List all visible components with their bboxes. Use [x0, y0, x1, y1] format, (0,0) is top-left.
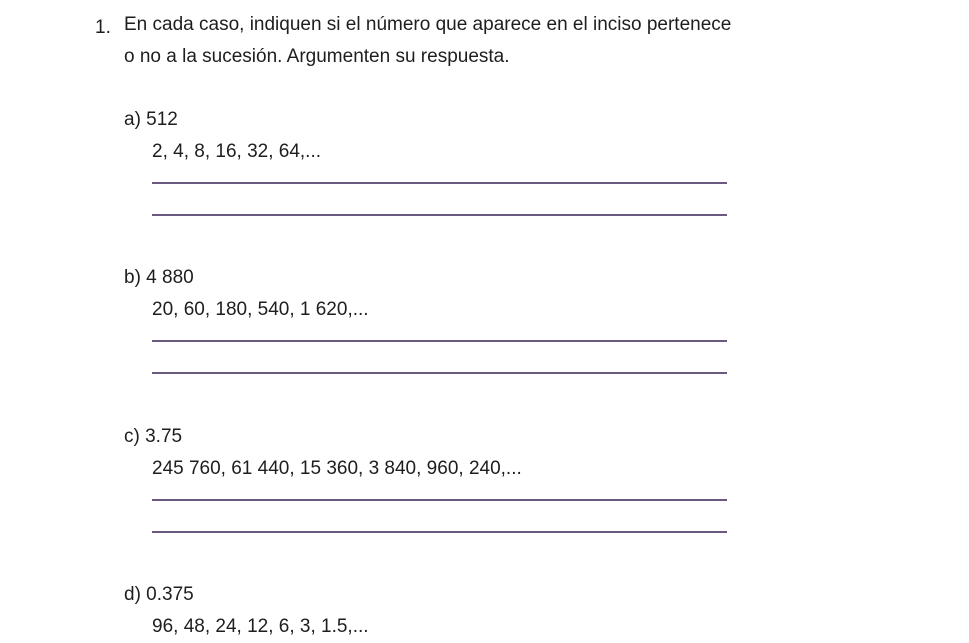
problem-number: 1. [95, 17, 111, 38]
item-c-sequence: 245 760, 61 440, 15 360, 3 840, 960, 240,... [152, 458, 522, 479]
item-a [124, 104, 744, 168]
item-b-label: b) 4 880 [124, 267, 194, 288]
item-d-label: d) 0.375 [124, 584, 194, 605]
item-a-label: a) 512 [124, 109, 178, 130]
item-a-answer-line-2[interactable] [152, 214, 727, 216]
item-b-sequence: 20, 60, 180, 540, 1 620,... [152, 299, 369, 320]
item-c-answer-line-1[interactable] [152, 499, 727, 501]
item-b [124, 262, 744, 326]
item-d-sequence: 96, 48, 24, 12, 6, 3, 1.5,... [152, 616, 369, 637]
item-b-answer-line-1[interactable] [152, 340, 727, 342]
item-a-answer-line-1[interactable] [152, 182, 727, 184]
item-c-label: c) 3.75 [124, 426, 183, 447]
item-c [124, 421, 744, 485]
item-b-answer-line-2[interactable] [152, 372, 727, 374]
item-c-answer-line-2[interactable] [152, 531, 727, 533]
problem-instruction: En cada caso, indiquen si el número que aparece en el inciso pertenece o no a la sucesión. Argumenten su respuesta. [124, 14, 732, 67]
item-a-sequence: 2, 4, 8, 16, 32, 64,... [152, 141, 322, 162]
item-d [124, 579, 744, 643]
